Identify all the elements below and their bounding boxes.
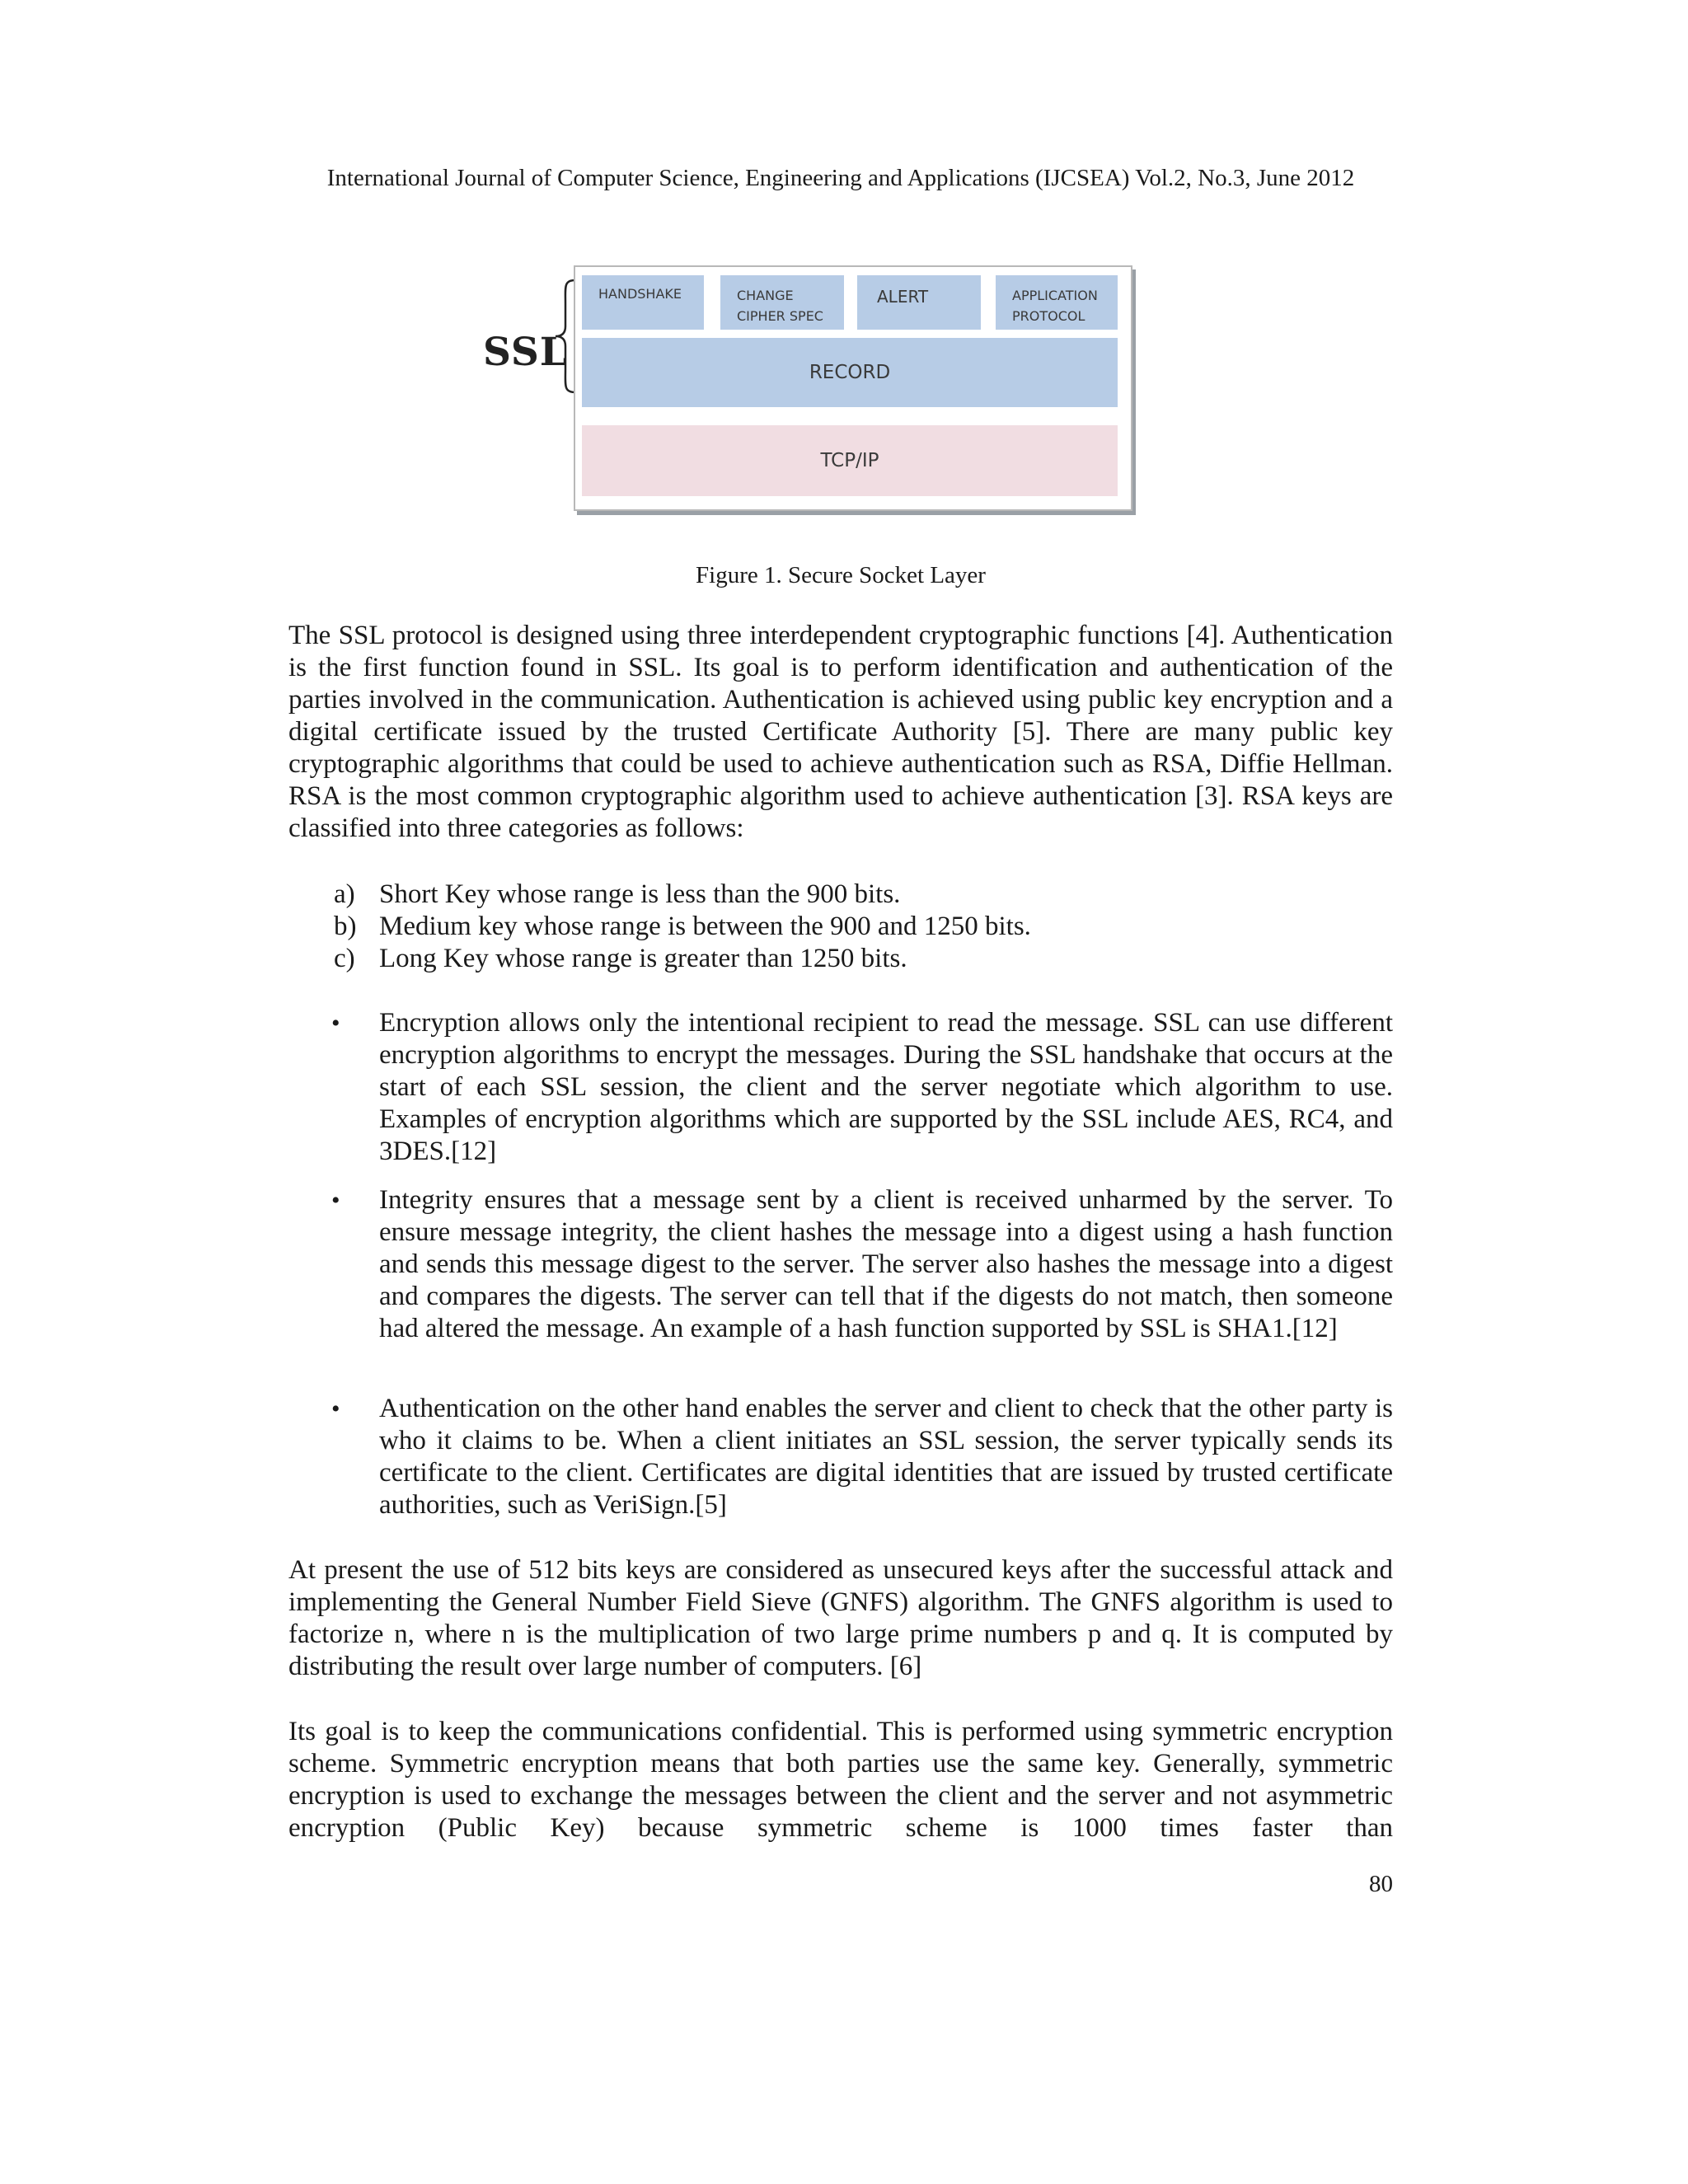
application-label-2: PROTOCOL xyxy=(1012,308,1085,324)
bullet-icon: • xyxy=(331,1395,340,1422)
bullet-text: Encryption allows only the intentional recipient to read the message. SSL can use different encryption algorithms to encrypt the messages. During the SSL handshake that occurs at the start of each SSL session, the client and the server negotiate which algorithm to use. Examples of encryption algorithms which are supported by the SSL include AES, RC4, and 3DES.[12] xyxy=(379,1008,1393,1166)
ssl-functions-list-2 xyxy=(288,1184,1393,1345)
bullet-item-encryption xyxy=(288,1007,1393,1168)
running-header: International Journal of Computer Science, Engineering and Applications (IJCSEA) Vol.2, No.3, June 2012 xyxy=(326,165,1355,191)
bullet-text: Integrity ensures that a message sent by a client is received unharmed by the server. To ensure message integrity, the client hashes the message into a digest using a hash function and sends this message digest to the server. The server also hashes the message into a digest and compares the digests. The server can tell that if the digests do not match, then someone had altered the message. An example of a hash function supported by SSL is SHA1.[12] xyxy=(379,1185,1393,1343)
change-cipher-label-1: CHANGE xyxy=(737,288,794,303)
ssl-label: SSL xyxy=(483,330,568,375)
paragraph-gnfs: At present the use of 512 bits keys are considered as unsecured keys after the successful attack and implementing the General Number Field Sieve (GNFS) algorithm. The GNFS algorithm is used to factorize n, where n is the multiplication of two large prime numbers p and q. It is computed by distributing the result over large number of computers. [6] xyxy=(288,1555,1393,1681)
list-marker: a) xyxy=(334,879,355,909)
list-item xyxy=(288,943,1393,975)
tcpip-box xyxy=(582,425,1118,496)
list-item xyxy=(288,911,1393,943)
page-number: 80 xyxy=(1369,1871,1393,1897)
paragraph-symmetric: Its goal is to keep the communications confidential. This is performed using symmetric encryption scheme. Symmetric encryption means that both parties use the same key. Generally, symmetric encryption is used to exchange the messages between the client and the server and not asymmetric encryption (Public Key) because symmetric scheme is 1000 times faster than xyxy=(288,1717,1393,1843)
key-categories-list xyxy=(288,879,1393,975)
bullet-item-authentication xyxy=(288,1393,1393,1521)
list-item-text: Long Key whose range is greater than 1250 bits. xyxy=(379,944,907,973)
bullet-item-integrity xyxy=(288,1184,1393,1345)
record-label: RECORD xyxy=(809,362,891,383)
ssl-functions-list xyxy=(288,1007,1393,1168)
alert-box xyxy=(857,275,981,330)
bullet-text: Authentication on the other hand enables the server and client to check that the other party is who it claims to be. When a client initiates an SSL session, the server typically sends its certificate to the client. Certificates are digital identities that are issued by trusted certificate authorities, such as VeriSign.[5] xyxy=(379,1394,1393,1520)
change-cipher-spec-box xyxy=(720,275,844,330)
record-box xyxy=(582,338,1118,407)
handshake-label: HANDSHAKE xyxy=(598,286,682,302)
bullet-icon: • xyxy=(331,1187,340,1214)
paragraph-intro: The SSL protocol is designed using three interdependent cryptographic functions [4]. Authentication is the first function found in SSL. Its goal is to perform identification and authentication of the parties involved in the communication. Authentication is achieved using public key encryption and a digital certificate issued by the trusted Certificate Authority [5]. There are many public key cryptographic algorithms that could be used to achieve authentication such as RSA, Diffie Hellman. RSA is the most common cryptographic algorithm used to achieve authentication [3]. RSA keys are classified into three categories as follows: xyxy=(288,621,1393,843)
protocol-stack-frame xyxy=(574,265,1132,511)
list-marker: b) xyxy=(334,912,357,941)
figure-caption: Figure 1. Secure Socket Layer xyxy=(696,562,986,588)
bullet-icon: • xyxy=(331,1010,340,1037)
list-item xyxy=(288,879,1393,911)
application-label-1: APPLICATION xyxy=(1012,288,1098,303)
list-item-text: Short Key whose range is less than the 900 bits. xyxy=(379,879,901,909)
handshake-box xyxy=(582,275,704,330)
change-cipher-label-2: CIPHER SPEC xyxy=(737,308,823,324)
tcpip-label: TCP/IP xyxy=(820,450,879,471)
alert-label: ALERT xyxy=(877,287,929,307)
ssl-functions-list-3 xyxy=(288,1393,1393,1521)
list-marker: c) xyxy=(334,944,355,973)
application-protocol-box xyxy=(996,275,1118,330)
list-item-text: Medium key whose range is between the 900 and 1250 bits. xyxy=(379,912,1031,941)
